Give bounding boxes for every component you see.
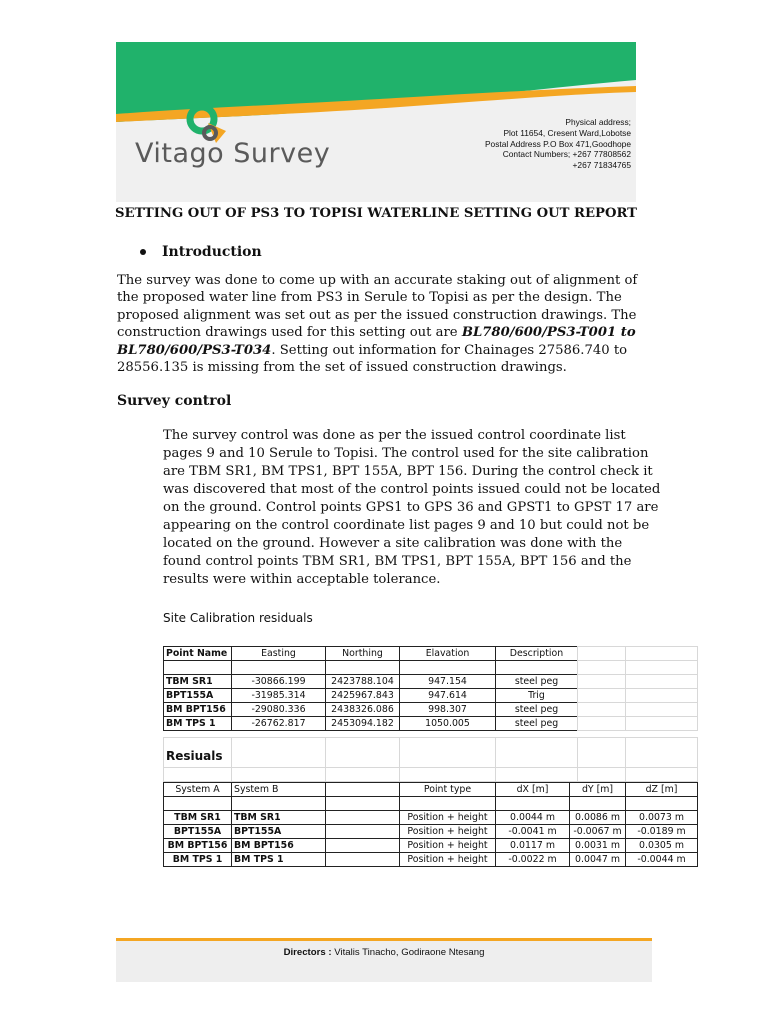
- spreadsheet-grid: [163, 737, 698, 782]
- table-row: BM BPT156 -29080.336 2438326.086 998.307 steel peg: [164, 703, 578, 717]
- header-cell: [326, 783, 400, 797]
- survey-control-paragraph: The survey control was done as per the issued control coordinate list pages 9 and 10 Serule to Topisi. The control used for the site calibration are TBM SR1, BM TPS1, BPT 155A, BPT 156. During the control check it was discovered that most of the control points issued could not be located on the ground. Control points GPS1 to GPS 36 and GPST1 to GPST 17 are appearing on the control coordinate list pages 9 and 10 but could not be located on the ground. However a site calibration was done with the found control points TBM SR1, BM TPS1, BPT 155A, BPT 156 and the results were within acceptable tolerance.: [163, 428, 661, 587]
- header-cell: Description: [496, 647, 578, 661]
- header-cell: Point Name: [164, 647, 232, 661]
- address-line: Physical address;: [565, 117, 631, 127]
- header-cell: System A: [164, 783, 232, 797]
- address-line: +267 71834765: [572, 160, 631, 171]
- contact-address: [485, 117, 631, 171]
- introduction-heading: Introduction: [140, 244, 262, 260]
- header-cell: Elavation: [400, 647, 496, 661]
- address-line: Contact Numbers; +267 77808562: [502, 149, 631, 160]
- survey-control-heading: Survey control: [117, 393, 232, 409]
- header-cell: System B: [232, 783, 326, 797]
- table-header-row: [164, 647, 578, 661]
- address-line: Postal Address P.O Box 471,Goodhope: [484, 138, 631, 149]
- table-header-row: [164, 783, 698, 797]
- table-row-empty: [164, 797, 698, 811]
- header-cell: dY [m]: [570, 783, 626, 797]
- table-row-empty: [164, 661, 578, 675]
- table-row: BPT155A BPT155A Position + height -0.0041 m -0.0067 m -0.0189 m: [164, 825, 698, 839]
- header-cell: Easting: [232, 647, 326, 661]
- header-cell: dX [m]: [496, 783, 570, 797]
- table-row: TBM SR1 -30866.199 2423788.104 947.154 steel peg: [164, 675, 578, 689]
- drawing-reference: BL780/600/PS3-T001 to BL780/600/PS3-T034: [117, 325, 636, 358]
- header-cell: dZ [m]: [626, 783, 698, 797]
- report-title: SETTING OUT OF PS3 TO TOPISI WATERLINE SETTING OUT REPORT: [114, 206, 637, 221]
- bullet-icon: [140, 249, 146, 255]
- table-row: BM TPS 1 BM TPS 1 Position + height -0.0022 m 0.0047 m -0.0044 m: [164, 853, 698, 867]
- header-cell: Northing: [326, 647, 400, 661]
- page-footer: [116, 938, 652, 982]
- address-line: Plot 11654, Cresent Ward,Lobotse: [503, 127, 631, 138]
- table-row: BM TPS 1 -26762.817 2453094.182 1050.005 steel peg: [164, 717, 578, 731]
- site-calibration-heading: Site Calibration residuals: [163, 611, 313, 625]
- header-cell: Point type: [400, 783, 496, 797]
- table-row: BM BPT156 BM BPT156 Position + height 0.0117 m 0.0031 m 0.0305 m: [164, 839, 698, 853]
- footer-divider: [116, 938, 652, 941]
- table-row: TBM SR1 TBM SR1 Position + height 0.0044 m 0.0086 m 0.0073 m: [164, 811, 698, 825]
- site-calibration-table: [163, 646, 578, 731]
- residuals-table: [163, 782, 698, 867]
- table-row: BPT155A -31985.314 2425967.843 947.614 Trig: [164, 689, 578, 703]
- spreadsheet-grid: [577, 646, 698, 731]
- residuals-heading: Resiuals: [166, 749, 223, 763]
- directors-line: Directors : Vitalis Tinacho, Godiraone Ntesang: [283, 947, 485, 958]
- company-logo-text: Vitago Survey: [135, 138, 331, 169]
- introduction-paragraph: The survey was done to come up with an accurate staking out of alignment of the proposed water line from PS3 in Serule to Topisi as per the design. The proposed alignment was set out as per the issued construction drawings. The construction drawings used for this setting out are BL780/600/PS3-T001 to BL780/600/PS3-T034. Setting out information for Chainages 27586.740 to 28556.135 is missing from the set of issued construction drawings.: [117, 273, 638, 376]
